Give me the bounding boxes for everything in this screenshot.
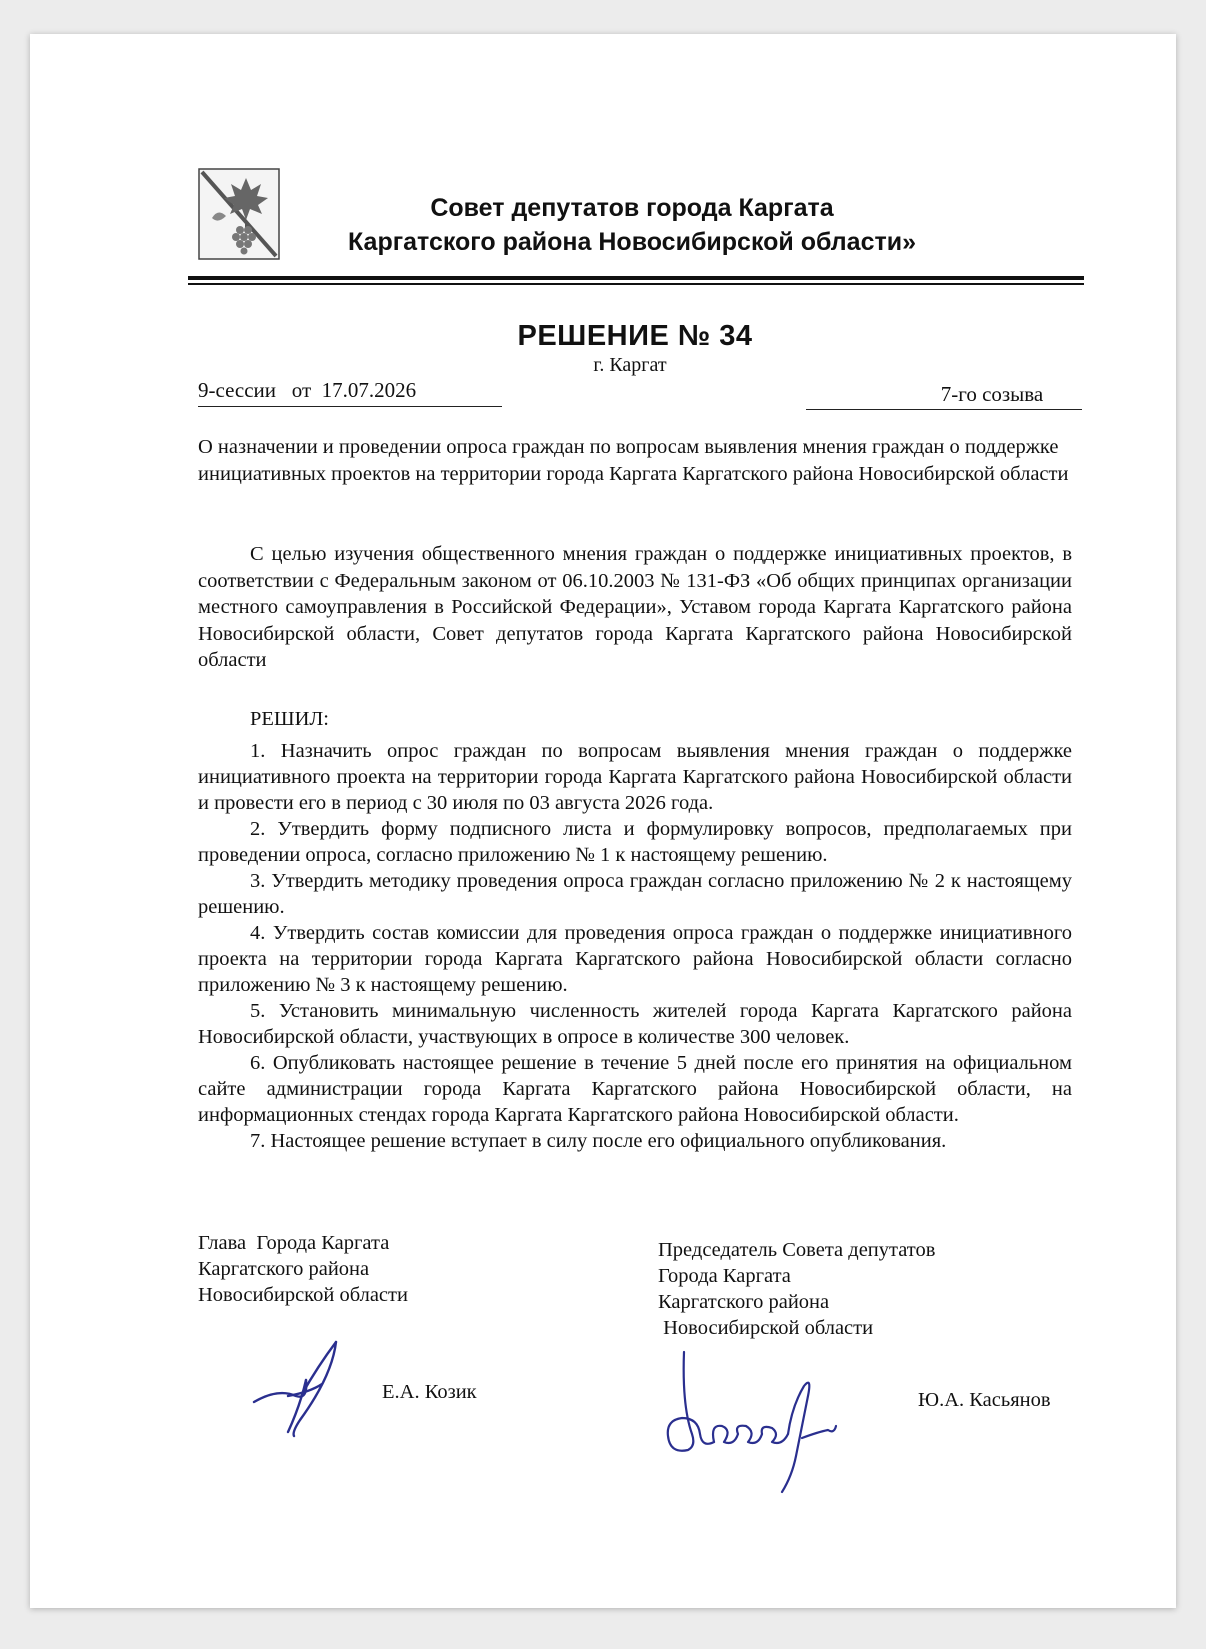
position-line: Новосибирской области xyxy=(198,1284,408,1306)
position-line: Глава Города Каргата xyxy=(198,1232,390,1254)
decision-item: 1. Назначить опрос граждан по вопросам выявления мнения граждан о поддержке инициативного проекта на территории города Каргата Каргатского района Новосибирской области и провести его в период с 30 июля по 03 августа 2026 года. xyxy=(198,740,1072,814)
convocation xyxy=(806,382,1082,410)
position-line: Новосибирской области xyxy=(658,1317,874,1339)
position-line: Каргатского района xyxy=(658,1291,830,1313)
handwritten-signature-left xyxy=(248,1336,358,1446)
handwritten-signature-right xyxy=(662,1346,862,1496)
decision-items xyxy=(198,738,1072,1154)
convocation-text: 7-го созыва xyxy=(940,382,1044,406)
decision-city: г. Каргат xyxy=(593,354,667,376)
coat-of-arms-emblem xyxy=(198,168,280,260)
signatory-right-name: Ю.А. Касьянов xyxy=(918,1389,1051,1411)
decision-subject: О назначении и проведении опроса граждан по вопросам выявления мнения граждан о поддержке инициативных проектов на территории города Каргата Каргатского района Новосибирской области xyxy=(198,436,1069,485)
decision-item: 2. Утвердить форму подписного листа и формулировку вопросов, предполагаемых при проведении опроса, согласно приложению № 1 к настоящему решению. xyxy=(198,818,1072,866)
signatory-left-position xyxy=(198,1230,558,1308)
decision-item: 6. Опубликовать настоящее решение в течение 5 дней после его принятия на официальном сайте администрации города Каргата Каргатского района Новосибирской области, на информационных стендах города Каргата Каргатского района Новосибирской области. xyxy=(198,1052,1072,1126)
decision-item: 4. Утвердить состав комиссии для проведения опроса граждан о поддержке инициативного проекта на территории города Каргата Каргатского района Новосибирской области согласно приложению № 3 к настоящему решению. xyxy=(198,922,1072,996)
position-line: Каргатского района xyxy=(198,1258,370,1280)
organization-name-line2: Каргатского района Новосибирской области» xyxy=(347,228,917,256)
session-date xyxy=(198,378,502,407)
preamble-paragraph: С целью изучения общественного мнения граждан о поддержке инициативных проектов, в соответствии с Федеральным законом от 06.10.2003 № 131-ФЗ «Об общих принципах организации местного самоуправления в Российской Федерации», Уставом города Каргата Каргатского района Новосибирской области, Совет депутатов города Каргата Каргатского района Новосибирской области xyxy=(198,543,1072,671)
position-line: Города Каргата xyxy=(658,1265,791,1287)
organization-name-line1: Совет депутатов города Каргата xyxy=(430,194,834,222)
decision-title: РЕШЕНИЕ № 34 xyxy=(517,320,753,352)
decision-item: 7. Настоящее решение вступает в силу после его официального опубликования. xyxy=(250,1130,947,1152)
decision-item: 3. Утвердить методику проведения опроса граждан согласно приложению № 2 к настоящему решению. xyxy=(198,870,1072,918)
resolved-label: РЕШИЛ: xyxy=(250,708,330,730)
decision-item: 5. Установить минимальную численность жителей города Каргата Каргатского района Новосибирской области, участвующих в опросе в количестве 300 человек. xyxy=(198,1000,1072,1048)
header-divider-thin xyxy=(188,283,1084,285)
document-page xyxy=(30,34,1176,1608)
position-line: Председатель Совета депутатов xyxy=(658,1239,936,1261)
session-date-text: 9-сессии от 17.07.2026 xyxy=(198,378,417,402)
signatory-left-name: Е.А. Козик xyxy=(382,1381,477,1403)
header-divider-thick xyxy=(188,276,1084,280)
signatory-right-position xyxy=(658,1237,1038,1341)
